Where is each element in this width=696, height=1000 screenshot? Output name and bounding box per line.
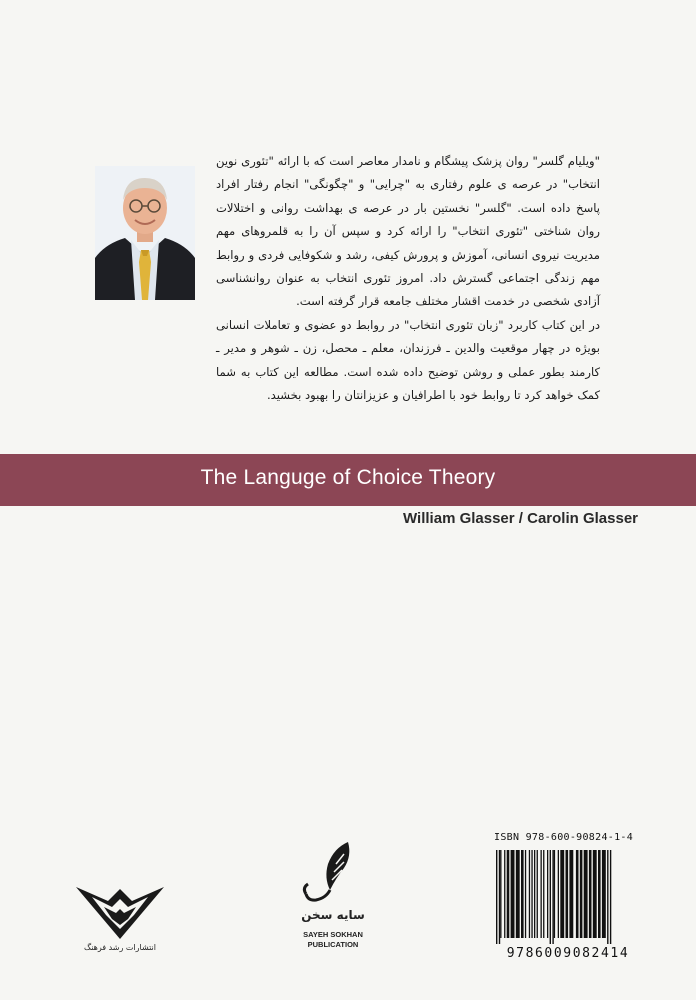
isbn-label: ISBN 978-600-90824-1-4: [494, 832, 634, 843]
bio-paragraph-1: "ویلیام گلسر" روان پزشک پیشگام و نامدار معاصر است که با ارائه "تئوری نوین انتخاب" در عرصه ی علوم رفتاری به "چرایی" و "چگونگی" انجام رفتار افراد پاسخ داده است. "گلسر" نخستین بار در عرصه ی بهداشت روانی و اختلالات روان شناختی "تئوری انتخاب" را ارائه کرد و سپس آن را به قلمروهای مهم مدیریت نیروی انسانی، آموزش و پرورش کیفی، رشد و شکوفایی فردی و روابط مهم زندگی اجتماعی گسترش داد. امروز تئوری انتخاب به عنوان روانشناسی آزادی شخصی در خدمت اقشار مختلف جامعه قرار گرفته است.: [216, 154, 600, 309]
book-title: The Languge of Choice Theory: [200, 466, 496, 489]
barcode-bar: [610, 850, 611, 944]
barcode-bar: [560, 850, 564, 938]
barcode-bar: [566, 850, 569, 938]
barcode-bar: [602, 850, 606, 938]
barcode-bar: [558, 850, 559, 938]
barcode-bar: [529, 850, 530, 938]
author-portrait-icon: [95, 166, 195, 300]
center-publisher-name-fa: سایه سخن: [301, 908, 365, 922]
feather-quill-icon: [290, 838, 376, 908]
center-publisher-logo: [290, 838, 376, 958]
barcode-bar: [598, 850, 601, 938]
barcode-bar: [516, 850, 520, 938]
left-publisher-logo: [72, 883, 168, 963]
barcode-bar: [504, 850, 505, 938]
barcode-bar: [589, 850, 592, 938]
title-band: [0, 454, 696, 506]
left-publisher-name: انتشارات رشد فرهنگ: [84, 943, 156, 952]
barcode-bar: [511, 850, 515, 938]
barcode-bar: [521, 850, 524, 938]
barcode-bar: [499, 850, 500, 944]
barcode-icon: [488, 850, 648, 944]
barcode-bar: [500, 850, 501, 938]
author-bio: [216, 150, 600, 407]
barcode-bar: [547, 850, 548, 938]
isbn-barcode: [488, 830, 648, 970]
center-publisher-name-en: SAYEH SOKHAN: [303, 930, 363, 939]
barcode-bar: [569, 850, 573, 938]
winged-emblem-icon: [72, 883, 168, 943]
barcode-bar: [496, 850, 497, 944]
author-photo: [95, 166, 195, 300]
barcode-bar: [550, 850, 551, 944]
barcode-bar: [593, 850, 597, 938]
barcode-bar: [576, 850, 579, 938]
barcode-bar: [580, 850, 583, 938]
barcode-bar: [534, 850, 535, 938]
barcode-bar: [584, 850, 588, 938]
barcode-bar: [525, 850, 526, 938]
center-publisher-subtitle-en: PUBLICATION: [307, 940, 359, 949]
barcode-bar: [531, 850, 532, 938]
barcode-bar: [537, 850, 538, 938]
authors-line: William Glasser / Carolin Glasser: [403, 510, 638, 527]
bio-paragraph-2: در این کتاب کاربرد "زبان تئوری انتخاب" در روابط دو عضوی و تعاملات انسانی بویژه در چهار موقعیت والدین ـ فرزندان، معلم ـ محصل، زن ـ شوهر و مدیر ـ کارمند بطور عملی و روشن توضیح داده شده است. مطالعه این کتاب به شما کمک خواهد کرد تا روابط خود با اطرافیان و عزیزانتان را بهبود بخشید.: [216, 317, 600, 403]
barcode-bar: [543, 850, 544, 938]
barcode-number: 9786009082414: [506, 946, 630, 961]
barcode-bar: [541, 850, 542, 938]
barcode-bar: [507, 850, 510, 938]
barcode-bar: [607, 850, 608, 944]
barcode-bar: [552, 850, 553, 944]
barcode-bar: [554, 850, 555, 938]
